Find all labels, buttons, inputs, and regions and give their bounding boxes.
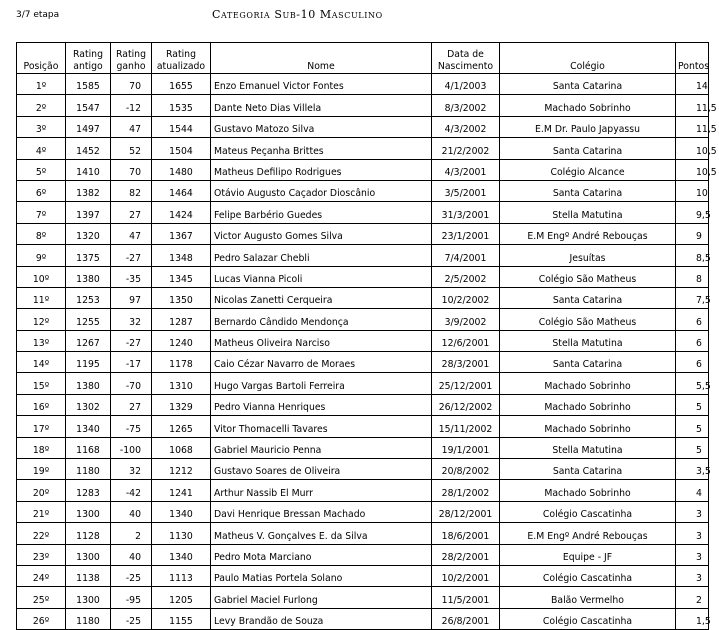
birthdate-cell: 8/3/2002 <box>432 95 500 116</box>
birthdate-cell: 10/2/2001 <box>432 565 500 586</box>
birthdate-cell: 18/6/2001 <box>432 523 500 544</box>
points-cell: 8 <box>676 266 709 287</box>
rating-atualizado-cell: 1329 <box>152 394 211 415</box>
rating-ganho-cell: -25 <box>111 608 152 629</box>
table-row <box>17 544 709 565</box>
school-cell: Jesuítas <box>500 245 676 266</box>
school-cell: Machado Sobrinho <box>500 394 676 415</box>
rating-ganho-cell: -75 <box>111 416 152 437</box>
school-cell: Colégio São Matheus <box>500 266 676 287</box>
rating-atualizado-cell: 1544 <box>152 116 211 137</box>
birthdate-cell: 21/2/2002 <box>432 138 500 159</box>
table-row <box>17 523 709 544</box>
rating-atualizado-cell: 1348 <box>152 245 211 266</box>
name-cell: Pedro Vianna Henriques <box>211 394 432 415</box>
rating-atualizado-cell: 1655 <box>152 74 211 95</box>
school-cell: Colégio Alcance <box>500 159 676 180</box>
header-nome: Nome <box>211 43 432 74</box>
rating-atualizado-cell: 1241 <box>152 480 211 501</box>
points-cell: 10 <box>676 180 709 201</box>
points-cell: 5 <box>676 416 709 437</box>
table-row <box>17 180 709 201</box>
table-row <box>17 459 709 480</box>
birthdate-cell: 25/12/2001 <box>432 373 500 394</box>
position-cell: 17º <box>17 416 66 437</box>
table-row <box>17 287 709 308</box>
birthdate-cell: 20/8/2002 <box>432 459 500 480</box>
rating-atualizado-cell: 1504 <box>152 138 211 159</box>
rating-antigo-cell: 1283 <box>66 480 111 501</box>
points-cell: 7,5 <box>676 287 709 308</box>
rating-antigo-cell: 1375 <box>66 245 111 266</box>
points-cell: 9 <box>676 223 709 244</box>
rating-ganho-cell: -27 <box>111 245 152 266</box>
school-cell: E.M Dr. Paulo Japyassu <box>500 116 676 137</box>
name-cell: Caio Cézar Navarro de Moraes <box>211 352 432 373</box>
position-cell: 12º <box>17 309 66 330</box>
name-cell: Pedro Mota Marciano <box>211 544 432 565</box>
school-cell: Colégio Cascatinha <box>500 565 676 586</box>
birthdate-cell: 11/5/2001 <box>432 587 500 608</box>
table-row <box>17 373 709 394</box>
school-cell: Stella Matutina <box>500 437 676 458</box>
name-cell: Victor Augusto Gomes Silva <box>211 223 432 244</box>
points-cell: 11,5 <box>676 95 709 116</box>
rating-antigo-cell: 1410 <box>66 159 111 180</box>
rating-antigo-cell: 1180 <box>66 608 111 629</box>
header-rating-atualizado: Rating atualizado <box>152 43 211 74</box>
table-row <box>17 587 709 608</box>
header-rating-ganho: Rating ganho <box>111 43 152 74</box>
rating-ganho-cell: 70 <box>111 159 152 180</box>
points-cell: 3 <box>676 523 709 544</box>
standings-table <box>16 42 717 630</box>
rating-atualizado-cell: 1464 <box>152 180 211 201</box>
rating-ganho-cell: -25 <box>111 565 152 586</box>
position-cell: 6º <box>17 180 66 201</box>
points-cell: 8,5 <box>676 245 709 266</box>
rating-ganho-cell: -35 <box>111 266 152 287</box>
table-row <box>17 394 709 415</box>
table-row <box>17 159 709 180</box>
rating-ganho-cell: -17 <box>111 352 152 373</box>
school-cell: E.M Engº André Rebouças <box>500 223 676 244</box>
name-cell: Dante Neto Dias Villela <box>211 95 432 116</box>
school-cell: Stella Matutina <box>500 330 676 351</box>
position-cell: 5º <box>17 159 66 180</box>
points-cell: 9,5 <box>676 202 709 223</box>
position-cell: 10º <box>17 266 66 287</box>
rating-antigo-cell: 1340 <box>66 416 111 437</box>
rating-antigo-cell: 1497 <box>66 116 111 137</box>
rating-atualizado-cell: 1178 <box>152 352 211 373</box>
school-cell: Santa Catarina <box>500 459 676 480</box>
position-cell: 25º <box>17 587 66 608</box>
rating-antigo-cell: 1382 <box>66 180 111 201</box>
name-cell: Matheus Defilipo Rodrigues <box>211 159 432 180</box>
name-cell: Enzo Emanuel Victor Fontes <box>211 74 432 95</box>
school-cell: Colégio São Matheus <box>500 309 676 330</box>
rating-antigo-cell: 1302 <box>66 394 111 415</box>
rating-ganho-cell: -42 <box>111 480 152 501</box>
position-cell: 20º <box>17 480 66 501</box>
points-cell: 4 <box>676 480 709 501</box>
position-cell: 4º <box>17 138 66 159</box>
birthdate-cell: 4/3/2002 <box>432 116 500 137</box>
rating-antigo-cell: 1585 <box>66 74 111 95</box>
position-cell: 11º <box>17 287 66 308</box>
rating-antigo-cell: 1380 <box>66 266 111 287</box>
table-row <box>17 138 709 159</box>
header-pontos: Pontos <box>676 43 709 74</box>
position-cell: 26º <box>17 608 66 629</box>
points-cell: 3,5 <box>676 459 709 480</box>
birthdate-cell: 28/2/2001 <box>432 544 500 565</box>
school-cell: Colégio Cascatinha <box>500 501 676 522</box>
school-cell: Machado Sobrinho <box>500 480 676 501</box>
rating-antigo-cell: 1300 <box>66 544 111 565</box>
birthdate-cell: 19/1/2001 <box>432 437 500 458</box>
birthdate-cell: 3/9/2002 <box>432 309 500 330</box>
birthdate-cell: 31/3/2001 <box>432 202 500 223</box>
table-row <box>17 330 709 351</box>
position-cell: 21º <box>17 501 66 522</box>
school-cell: Santa Catarina <box>500 352 676 373</box>
points-cell: 14 <box>676 74 709 95</box>
rating-antigo-cell: 1253 <box>66 287 111 308</box>
rating-antigo-cell: 1397 <box>66 202 111 223</box>
rating-antigo-cell: 1128 <box>66 523 111 544</box>
table-row <box>17 480 709 501</box>
points-cell: 1,5 <box>676 608 709 629</box>
birthdate-cell: 10/2/2002 <box>432 287 500 308</box>
header-row <box>17 43 709 74</box>
birthdate-cell: 23/1/2001 <box>432 223 500 244</box>
school-cell: Machado Sobrinho <box>500 95 676 116</box>
rating-atualizado-cell: 1340 <box>152 501 211 522</box>
table-row <box>17 608 709 629</box>
table-row <box>17 245 709 266</box>
rating-ganho-cell: -12 <box>111 95 152 116</box>
table-row <box>17 95 709 116</box>
school-cell: Balão Vermelho <box>500 587 676 608</box>
rating-atualizado-cell: 1068 <box>152 437 211 458</box>
rating-atualizado-cell: 1287 <box>152 309 211 330</box>
birthdate-cell: 26/8/2001 <box>432 608 500 629</box>
name-cell: Gabriel Mauricio Penna <box>211 437 432 458</box>
birthdate-cell: 28/12/2001 <box>432 501 500 522</box>
birthdate-cell: 4/3/2001 <box>432 159 500 180</box>
rating-atualizado-cell: 1155 <box>152 608 211 629</box>
name-cell: Nicolas Zanetti Cerqueira <box>211 287 432 308</box>
birthdate-cell: 3/5/2001 <box>432 180 500 201</box>
position-cell: 19º <box>17 459 66 480</box>
points-cell: 2 <box>676 587 709 608</box>
birthdate-cell: 7/4/2001 <box>432 245 500 266</box>
name-cell: Levy Brandão de Souza <box>211 608 432 629</box>
school-cell: Equipe - JF <box>500 544 676 565</box>
position-cell: 7º <box>17 202 66 223</box>
rating-ganho-cell: 40 <box>111 544 152 565</box>
rating-atualizado-cell: 1130 <box>152 523 211 544</box>
rating-antigo-cell: 1300 <box>66 587 111 608</box>
rating-atualizado-cell: 1480 <box>152 159 211 180</box>
name-cell: Vitor Thomacelli Tavares <box>211 416 432 437</box>
rating-antigo-cell: 1320 <box>66 223 111 244</box>
position-cell: 14º <box>17 352 66 373</box>
name-cell: Arthur Nassib El Murr <box>211 480 432 501</box>
name-cell: Davi Henrique Bressan Machado <box>211 501 432 522</box>
rating-atualizado-cell: 1205 <box>152 587 211 608</box>
birthdate-cell: 15/11/2002 <box>432 416 500 437</box>
position-cell: 13º <box>17 330 66 351</box>
position-cell: 16º <box>17 394 66 415</box>
header-data-nascimento: Data de Nascimento <box>432 43 500 74</box>
rating-antigo-cell: 1267 <box>66 330 111 351</box>
table-row <box>17 309 709 330</box>
points-cell: 6 <box>676 309 709 330</box>
points-cell: 3 <box>676 501 709 522</box>
rating-ganho-cell: 27 <box>111 394 152 415</box>
name-cell: Hugo Vargas Bartoli Ferreira <box>211 373 432 394</box>
rating-ganho-cell: 52 <box>111 138 152 159</box>
rating-atualizado-cell: 1212 <box>152 459 211 480</box>
name-cell: Gustavo Soares de Oliveira <box>211 459 432 480</box>
birthdate-cell: 12/6/2001 <box>432 330 500 351</box>
birthdate-cell: 28/1/2002 <box>432 480 500 501</box>
table-row <box>17 202 709 223</box>
stage-label: 3/7 etapa <box>16 10 60 20</box>
rating-atualizado-cell: 1424 <box>152 202 211 223</box>
rating-atualizado-cell: 1535 <box>152 95 211 116</box>
name-cell: Gustavo Matozo Silva <box>211 116 432 137</box>
rating-atualizado-cell: 1340 <box>152 544 211 565</box>
school-cell: Machado Sobrinho <box>500 373 676 394</box>
table-row <box>17 223 709 244</box>
rating-antigo-cell: 1300 <box>66 501 111 522</box>
position-cell: 23º <box>17 544 66 565</box>
position-cell: 8º <box>17 223 66 244</box>
name-cell: Bernardo Cândido Mendonça <box>211 309 432 330</box>
rating-ganho-cell: 70 <box>111 74 152 95</box>
rating-antigo-cell: 1380 <box>66 373 111 394</box>
school-cell: Santa Catarina <box>500 287 676 308</box>
points-cell: 5,5 <box>676 373 709 394</box>
birthdate-cell: 28/3/2001 <box>432 352 500 373</box>
position-cell: 1º <box>17 74 66 95</box>
name-cell: Felipe Barbério Guedes <box>211 202 432 223</box>
points-cell: 5 <box>676 437 709 458</box>
table-row <box>17 565 709 586</box>
rating-ganho-cell: 97 <box>111 287 152 308</box>
rating-ganho-cell: -100 <box>111 437 152 458</box>
rating-atualizado-cell: 1350 <box>152 287 211 308</box>
header-colegio: Colégio <box>500 43 676 74</box>
points-cell: 6 <box>676 330 709 351</box>
rating-antigo-cell: 1255 <box>66 309 111 330</box>
rating-antigo-cell: 1547 <box>66 95 111 116</box>
rating-ganho-cell: 2 <box>111 523 152 544</box>
rating-antigo-cell: 1180 <box>66 459 111 480</box>
points-cell: 10,5 <box>676 138 709 159</box>
name-cell: Paulo Matias Portela Solano <box>211 565 432 586</box>
header-posicao: Posição <box>17 43 66 74</box>
table-row <box>17 116 709 137</box>
rating-atualizado-cell: 1113 <box>152 565 211 586</box>
name-cell: Lucas Vianna Picoli <box>211 266 432 287</box>
page-title: Categoria Sub-10 Masculino <box>212 8 383 21</box>
rating-atualizado-cell: 1345 <box>152 266 211 287</box>
position-cell: 18º <box>17 437 66 458</box>
rating-ganho-cell: 47 <box>111 116 152 137</box>
table-row <box>17 437 709 458</box>
school-cell: Santa Catarina <box>500 138 676 159</box>
header-rating-antigo: Rating antigo <box>66 43 111 74</box>
points-cell: 11,5 <box>676 116 709 137</box>
points-cell: 6 <box>676 352 709 373</box>
points-cell: 3 <box>676 544 709 565</box>
points-cell: 3 <box>676 565 709 586</box>
rating-ganho-cell: 47 <box>111 223 152 244</box>
school-cell: Santa Catarina <box>500 180 676 201</box>
table-row <box>17 266 709 287</box>
rating-atualizado-cell: 1367 <box>152 223 211 244</box>
rating-ganho-cell: 40 <box>111 501 152 522</box>
rating-ganho-cell: 82 <box>111 180 152 201</box>
points-cell: 10,5 <box>676 159 709 180</box>
birthdate-cell: 4/1/2003 <box>432 74 500 95</box>
rating-ganho-cell: -70 <box>111 373 152 394</box>
table-row <box>17 352 709 373</box>
position-cell: 2º <box>17 95 66 116</box>
table-row <box>17 74 709 95</box>
rating-ganho-cell: -95 <box>111 587 152 608</box>
school-cell: Colégio Cascatinha <box>500 608 676 629</box>
name-cell: Pedro Salazar Chebli <box>211 245 432 266</box>
position-cell: 9º <box>17 245 66 266</box>
rating-antigo-cell: 1452 <box>66 138 111 159</box>
rating-antigo-cell: 1168 <box>66 437 111 458</box>
school-cell: E.M Engº André Rebouças <box>500 523 676 544</box>
rating-ganho-cell: 32 <box>111 459 152 480</box>
birthdate-cell: 26/12/2002 <box>432 394 500 415</box>
name-cell: Mateus Peçanha Brittes <box>211 138 432 159</box>
name-cell: Otávio Augusto Caçador Dioscânio <box>211 180 432 201</box>
name-cell: Gabriel Maciel Furlong <box>211 587 432 608</box>
rating-atualizado-cell: 1265 <box>152 416 211 437</box>
rating-antigo-cell: 1138 <box>66 565 111 586</box>
rating-atualizado-cell: 1310 <box>152 373 211 394</box>
school-cell: Stella Matutina <box>500 202 676 223</box>
table-row <box>17 501 709 522</box>
position-cell: 3º <box>17 116 66 137</box>
position-cell: 24º <box>17 565 66 586</box>
rating-ganho-cell: 27 <box>111 202 152 223</box>
rating-antigo-cell: 1195 <box>66 352 111 373</box>
position-cell: 15º <box>17 373 66 394</box>
points-cell: 5 <box>676 394 709 415</box>
rating-atualizado-cell: 1240 <box>152 330 211 351</box>
rating-ganho-cell: -27 <box>111 330 152 351</box>
school-cell: Machado Sobrinho <box>500 416 676 437</box>
birthdate-cell: 2/5/2002 <box>432 266 500 287</box>
position-cell: 22º <box>17 523 66 544</box>
rating-ganho-cell: 32 <box>111 309 152 330</box>
school-cell: Santa Catarina <box>500 74 676 95</box>
table-row <box>17 416 709 437</box>
name-cell: Matheus V. Gonçalves E. da Silva <box>211 523 432 544</box>
name-cell: Matheus Oliveira Narciso <box>211 330 432 351</box>
